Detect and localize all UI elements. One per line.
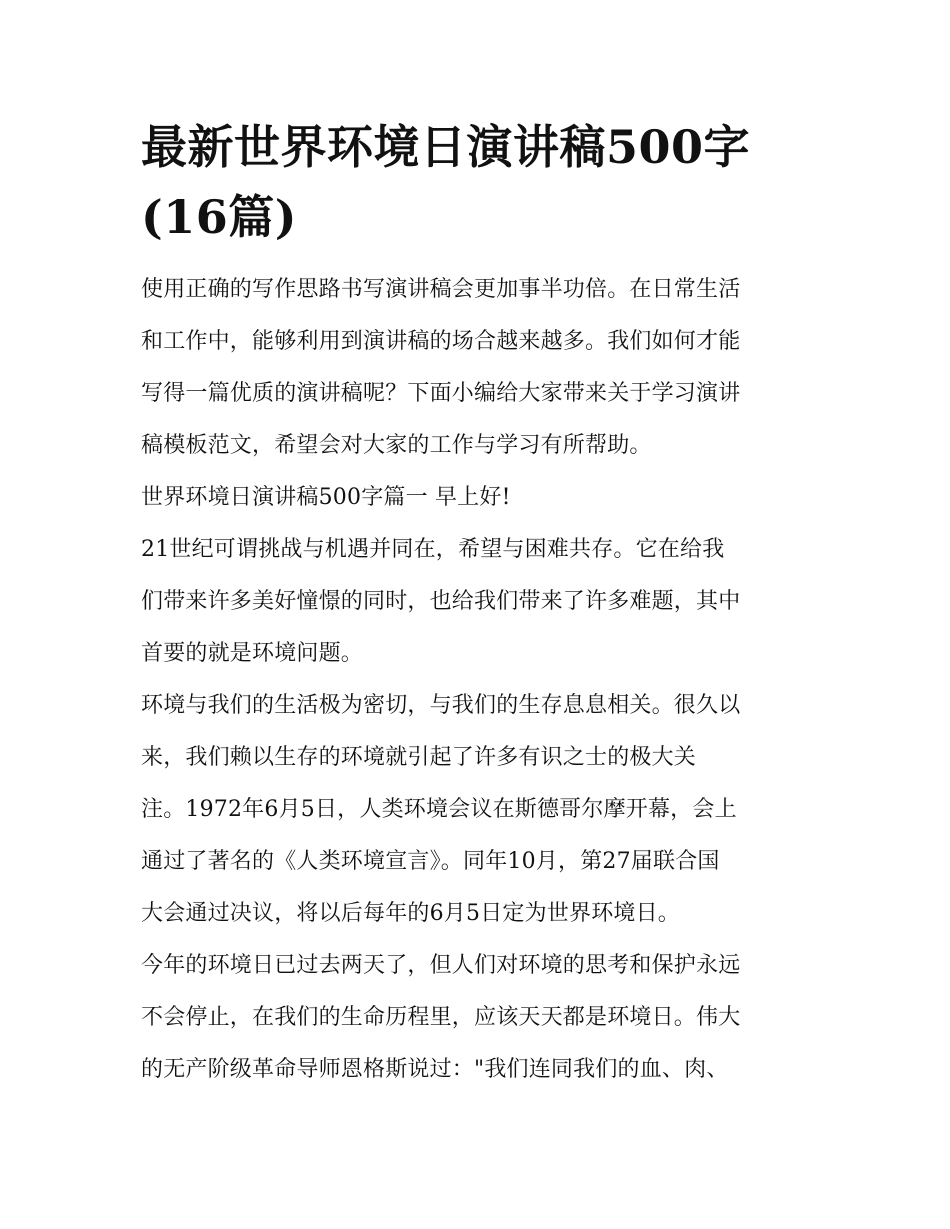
intro-paragraph (141, 264, 813, 472)
document-content (141, 112, 813, 1096)
text-line: 的无产阶级革命导师恩格斯说过："我们连同我们的血、肉、 (141, 1057, 729, 1082)
text-line: 使用正确的写作思路书写演讲稿会更加事半功倍。在日常生活 (141, 277, 741, 302)
text-line: 来，我们赖以生存的环境就引起了许多有识之士的极大关 (141, 745, 697, 770)
document-body (141, 264, 813, 1096)
text-line: 环境与我们的生活极为密切，与我们的生存息息相关。很久以 (141, 693, 741, 718)
text-line: 写得一篇优质的演讲稿呢？下面小编给大家带来关于学习演讲 (141, 381, 741, 406)
text-line: 21世纪可谓挑战与机遇并同在，希望与困难共存。它在给我 (141, 537, 725, 562)
body-paragraph (141, 680, 813, 940)
title-line: 最新世界环境日演讲稿500字 (141, 120, 751, 174)
body-paragraph (141, 940, 813, 1096)
body-paragraph (141, 524, 813, 680)
text-line: 不会停止，在我们的生命历程里，应该天天都是环境日。伟大 (141, 1005, 741, 1030)
text-line: 世界环境日演讲稿500字篇一 早上好! (141, 485, 511, 510)
text-line: 稿模板范文，希望会对大家的工作与学习有所帮助。 (141, 433, 652, 458)
text-line: 注。1972年6月5日，人类环境会议在斯德哥尔摩开幕，会上 (141, 797, 737, 822)
text-line: 今年的环境日已过去两天了，但人们对环境的思考和保护永远 (141, 953, 741, 978)
document-title (141, 112, 813, 252)
text-line: 和工作中，能够利用到演讲稿的场合越来越多。我们如何才能 (141, 329, 741, 354)
text-line: 首要的就是环境问题。 (141, 641, 364, 666)
title-line: (16篇) (141, 190, 298, 244)
section-heading-paragraph (141, 472, 813, 524)
text-line: 通过了著名的《人类环境宣言》。同年10月，第27届联合国 (141, 849, 720, 874)
text-line: 们带来许多美好憧憬的同时，也给我们带来了许多难题，其中 (141, 589, 741, 614)
text-line: 大会通过决议，将以后每年的6月5日定为世界环境日。 (141, 901, 680, 926)
